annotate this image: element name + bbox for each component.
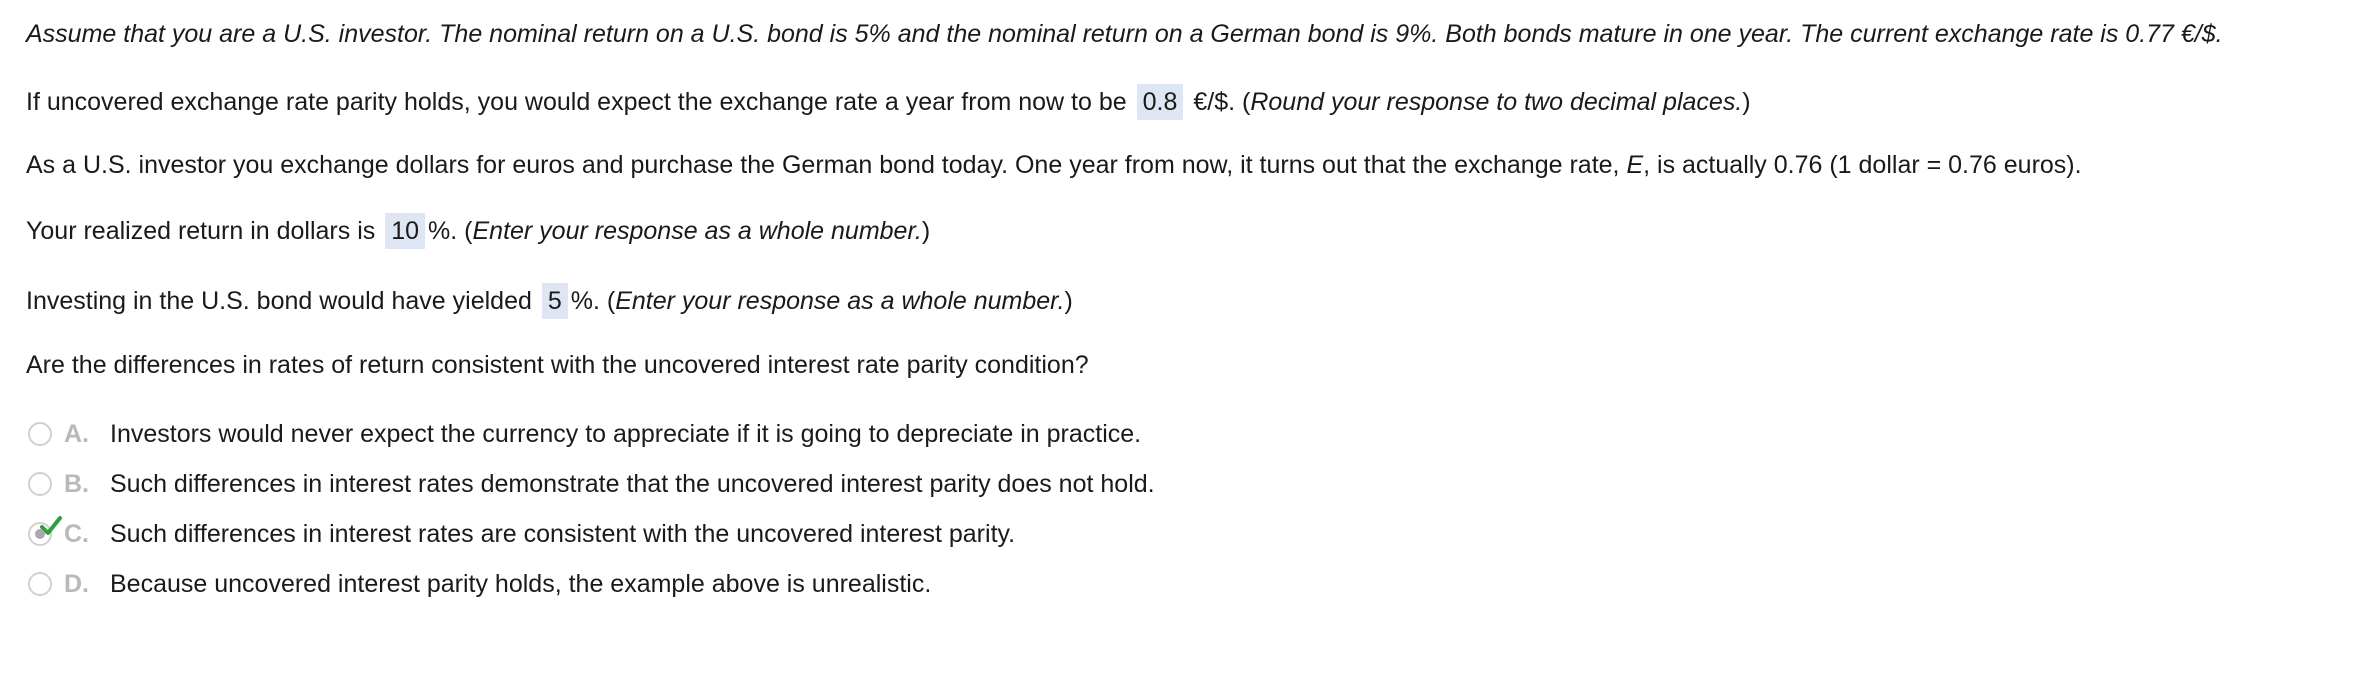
expected-rate-unit: €/$. ( <box>1193 88 1251 116</box>
scenario-text-prefix: As a U.S. investor you exchange dollars for euros and purchase the German bond today. One year from now, it turns out that the exchange rate, <box>26 151 1620 179</box>
question-us-bond-yield <box>26 283 1073 319</box>
expected-rate-hint: Round your response to two decimal places. <box>1250 88 1743 116</box>
realized-return-hint-close: ) <box>921 217 931 245</box>
question-realized-return-text: Your realized return in dollars is <box>26 217 376 245</box>
option-text: Such differences in interest rates demonstrate that the uncovered interest parity does not hold. <box>110 469 1155 498</box>
expected-rate-hint-close: ) <box>1742 88 1751 116</box>
scenario-text-suffix: , is actually 0.76 (1 dollar = 0.76 euros). <box>1643 151 2082 179</box>
option-c[interactable] <box>28 516 1015 552</box>
question-parity-consistency: Are the differences in rates of return consistent with the uncovered interest rate parity condition? <box>26 351 1089 379</box>
question-realized-return <box>26 213 930 249</box>
option-letter: B. <box>64 469 89 498</box>
exchange-rate-variable: E <box>1626 151 1644 179</box>
radio-icon[interactable] <box>28 472 52 496</box>
problem-intro: Assume that you are a U.S. investor. The nominal return on a U.S. bond is 5% and the nominal return on a German bond is 9%. Both bonds mature in one year. The current exchange rate is 0.77 €/$. <box>26 20 2223 48</box>
check-icon <box>40 515 62 537</box>
radio-icon[interactable] <box>28 522 52 546</box>
option-d[interactable] <box>28 566 931 602</box>
option-text: Investors would never expect the currency to appreciate if it is going to depreciate in practice. <box>110 419 1142 448</box>
realized-return-hint: Enter your response as a whole number. <box>472 217 922 245</box>
us-bond-yield-unit: %. ( <box>570 287 616 315</box>
us-bond-yield-hint-close: ) <box>1064 287 1073 315</box>
option-letter: D. <box>64 569 89 598</box>
radio-icon[interactable] <box>28 572 52 596</box>
scenario-text <box>26 148 2082 182</box>
question-expected-rate <box>26 84 1751 120</box>
question-us-bond-yield-text: Investing in the U.S. bond would have yielded <box>26 287 532 315</box>
us-bond-yield-hint: Enter your response as a whole number. <box>615 287 1065 315</box>
us-bond-yield-answer[interactable]: 5 <box>542 283 568 319</box>
expected-rate-answer[interactable]: 0.8 <box>1137 84 1184 120</box>
question-expected-rate-text: If uncovered exchange rate parity holds, you would expect the exchange rate a year from now to be <box>26 88 1127 116</box>
option-letter: A. <box>64 419 89 448</box>
option-a[interactable] <box>28 416 1141 452</box>
option-text: Because uncovered interest parity holds, the example above is unrealistic. <box>110 569 932 598</box>
option-b[interactable] <box>28 466 1155 502</box>
option-text: Such differences in interest rates are consistent with the uncovered interest parity. <box>110 519 1016 548</box>
radio-icon[interactable] <box>28 422 52 446</box>
realized-return-unit: %. ( <box>428 217 473 245</box>
realized-return-answer[interactable]: 10 <box>385 213 425 249</box>
option-letter: C. <box>64 519 89 548</box>
